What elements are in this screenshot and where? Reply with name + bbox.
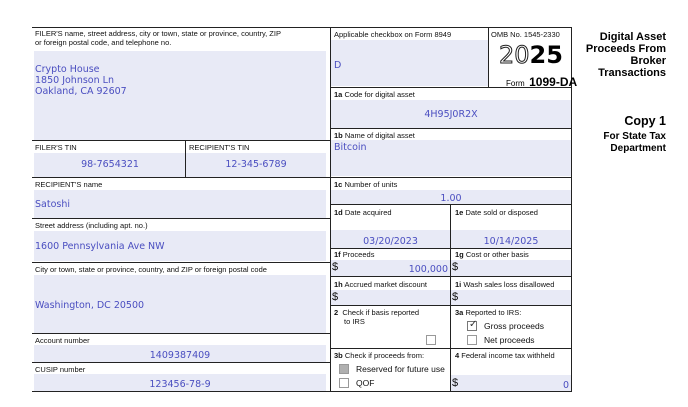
recipient-name-top-line <box>32 177 330 178</box>
filer-name[interactable]: Crypto House <box>35 64 100 75</box>
box-1i-dollar: $ <box>452 291 459 303</box>
form-top-border <box>32 27 572 28</box>
box-1f-dollar: $ <box>332 261 339 273</box>
recipient-name[interactable]: Satoshi <box>35 199 70 210</box>
filer-tin[interactable]: 98-7654321 <box>81 159 139 170</box>
city-top-line <box>32 262 330 263</box>
account-number[interactable]: 1409387409 <box>149 350 211 361</box>
filer-tin-label: FILER'S TIN <box>35 143 77 152</box>
recipient-name-label: RECIPIENT'S name <box>35 180 103 189</box>
box-2-label-line1: 2 Check if basis reported <box>334 308 420 317</box>
copy-desc-line2: Department <box>610 143 666 154</box>
box-4-shade <box>451 375 571 391</box>
recipient-name-shade <box>34 190 326 218</box>
box-1b-top-line <box>330 128 571 129</box>
tax-year-prefix: 20 <box>499 41 530 69</box>
recipient-street[interactable]: 1600 Pennsylvania Ave NW <box>35 241 165 252</box>
filer-street[interactable]: 1850 Johnson Ln <box>35 75 114 86</box>
box-1h-label: 1h Accrued market discount <box>334 280 427 289</box>
box-2-top-line <box>330 305 571 306</box>
gross-proceeds-checkbox[interactable] <box>467 321 477 331</box>
form-bottom-border <box>32 391 572 392</box>
box-1f-label: 1f Proceeds <box>334 250 375 259</box>
form-title-line4: Transactions <box>598 67 666 79</box>
reserved-label: Reserved for future use <box>356 364 445 374</box>
form-title-line1: Digital Asset <box>599 31 666 43</box>
box-1f-value[interactable]: 100,000 <box>408 264 448 275</box>
copy-label: Copy 1 <box>624 114 666 128</box>
box-1b-value[interactable]: Bitcoin <box>334 142 367 153</box>
copy-desc <box>603 131 666 155</box>
filer-tin-top-line <box>32 140 330 141</box>
box-3b-top-line <box>330 348 571 349</box>
box-4-dollar: $ <box>452 377 459 389</box>
box-1c-value[interactable]: 1.00 <box>440 193 462 204</box>
street-top-line <box>32 218 330 219</box>
net-proceeds-checkbox[interactable] <box>467 335 477 345</box>
recipient-city[interactable]: Washington, DC 20500 <box>35 300 145 311</box>
left-column-divider <box>330 27 331 391</box>
box-1a-value[interactable]: 4H95J0R2X <box>424 109 478 120</box>
account-label: Account number <box>35 336 90 345</box>
box-2-label-line2: to IRS <box>344 317 365 326</box>
box-1b-label: 1b Name of digital asset <box>334 131 415 140</box>
form-title-line2: Proceeds From <box>585 43 666 55</box>
form-title <box>586 31 666 79</box>
box-1d-label: 1d Date acquired <box>334 208 392 217</box>
box-1i-label: 1i Wash sales loss disallowed <box>455 280 555 289</box>
form-prefix: Form <box>506 79 525 88</box>
box-4-value[interactable]: 0 <box>562 380 569 391</box>
qof-label: QOF <box>356 378 375 388</box>
box-1c-top-line <box>330 177 571 178</box>
reserved-checkbox <box>339 364 349 374</box>
box-4-label: 4 Federal income tax withheld <box>455 351 555 360</box>
box-1i-shade <box>451 290 571 305</box>
account-top-line <box>32 333 330 334</box>
box-1f-top-line <box>330 248 571 249</box>
qof-checkbox[interactable] <box>339 378 349 388</box>
omb-label: OMB No. 1545-2330 <box>491 30 560 39</box>
box-1b-shade <box>331 140 571 176</box>
box-1g-label: 1g Cost or other basis <box>455 250 529 259</box>
checkbox-8949-value[interactable]: D <box>334 60 342 71</box>
form-title-line3: Broker <box>630 55 666 67</box>
copy-desc-line1: For State Tax <box>603 131 666 142</box>
cusip-label: CUSIP number <box>35 365 86 374</box>
box-1h-dollar: $ <box>332 291 339 303</box>
gross-proceeds-label: Gross proceeds <box>484 321 544 331</box>
tax-year <box>499 42 563 68</box>
tax-year-suffix: 25 <box>529 41 563 69</box>
box-3a-label: 3a Reported to IRS: <box>455 308 522 317</box>
middle-divider <box>450 204 451 391</box>
recipient-tin-label: RECIPIENT'S TIN <box>189 143 250 152</box>
box-1g-shade <box>451 260 571 276</box>
box-1d-top-line <box>330 204 571 205</box>
box-1d-value[interactable]: 03/20/2023 <box>363 236 418 247</box>
box-3b-label: 3b Check if proceeds from: <box>334 351 425 360</box>
box-1e-label: 1e Date sold or disposed <box>455 208 538 217</box>
cusip-number[interactable]: 123456-78-9 <box>149 379 211 390</box>
box-1h-top-line <box>330 276 571 277</box>
form-name <box>506 73 577 91</box>
net-proceeds-label: Net proceeds <box>484 335 535 345</box>
box-1a-label: 1a Code for digital asset <box>334 90 415 99</box>
filer-city[interactable]: Oakland, CA 92607 <box>35 86 127 97</box>
street-label: Street address (including apt. no.) <box>35 221 148 230</box>
cusip-top-line <box>32 362 330 363</box>
city-label: City or town, state or province, country, and ZIP or foreign postal code <box>35 265 267 274</box>
checkbox-8949-label: Applicable checkbox on Form 8949 <box>334 30 452 39</box>
box-2-checkbox[interactable] <box>426 335 436 345</box>
filer-label-line2: or foreign postal code, and telephone no. <box>35 38 172 47</box>
form-number: 1099-DA <box>529 75 578 89</box>
recipient-tin[interactable]: 12-345-6789 <box>225 159 287 170</box>
box-1e-value[interactable]: 10/14/2025 <box>483 236 539 247</box>
box-1c-label: 1c Number of units <box>334 180 398 189</box>
checkbox-8949-shade <box>331 40 488 86</box>
filer-label-line1: FILER'S name, street address, city or town, state or province, country, ZIP <box>35 29 281 38</box>
box-1g-dollar: $ <box>452 261 459 273</box>
omb-divider <box>488 27 489 87</box>
box-1h-shade <box>331 290 450 305</box>
